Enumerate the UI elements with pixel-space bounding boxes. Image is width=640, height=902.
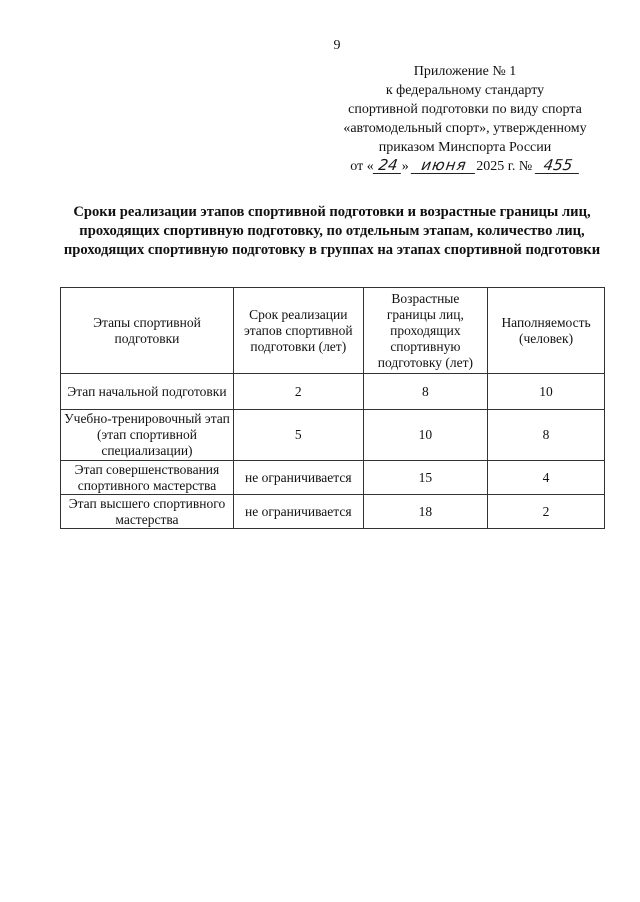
date-prefix: от « xyxy=(350,159,374,174)
age-cell: 10 xyxy=(363,410,487,461)
order-date-line xyxy=(330,157,600,176)
duration-cell: 2 xyxy=(233,374,363,410)
date-quote-close: » xyxy=(401,159,409,174)
header-stages: Этапы спортивной подготовки xyxy=(61,288,234,374)
table-row xyxy=(61,461,605,495)
stage-name-cell: Этап высшего спортивного мастерства xyxy=(61,495,234,529)
page-number: 9 xyxy=(333,38,341,53)
appendix-block xyxy=(330,62,600,176)
table-row xyxy=(61,495,605,529)
stage-name-cell: Этап совершенствования спортивного мастерства xyxy=(61,461,234,495)
appendix-line-5: приказом Минспорта России xyxy=(378,140,552,155)
handwritten-month: июня xyxy=(411,157,477,174)
group-size-cell: 4 xyxy=(488,461,605,495)
age-cell: 8 xyxy=(363,374,487,410)
stage-name-cell: Этап начальной подготовки xyxy=(61,374,234,410)
duration-cell: 5 xyxy=(233,410,363,461)
header-age-limits: Возрастные границы лиц, проходящих спортивную подготовку (лет) xyxy=(363,288,487,374)
group-size-cell: 8 xyxy=(488,410,605,461)
appendix-line-3: спортивной подготовки по виду спорта xyxy=(348,102,582,117)
header-duration: Срок реализации этапов спортивной подготовки (лет) xyxy=(233,288,363,374)
table-row xyxy=(61,410,605,461)
appendix-line-2: к федеральному стандарту xyxy=(385,83,545,98)
appendix-line-4: «автомодельный спорт», утвержденному xyxy=(343,121,587,136)
appendix-line-1: Приложение № 1 xyxy=(413,64,517,79)
header-group-size: Наполняемость (человек) xyxy=(488,288,605,374)
age-cell: 15 xyxy=(363,461,487,495)
duration-cell: не ограничивается xyxy=(233,461,363,495)
date-year: 2025 г. № xyxy=(476,159,533,174)
stages-table xyxy=(60,287,605,529)
handwritten-day: 24 xyxy=(373,157,403,174)
document-title: Сроки реализации этапов спортивной подготовки и возрастные границы лиц, проходящих спортивную подготовку, по отдельным этапам, количество лиц, проходящих спортивную подготовку в группах на этапах спортивной подготовки xyxy=(63,204,601,258)
table-row xyxy=(61,374,605,410)
table-header-row xyxy=(61,288,605,374)
stage-name-cell: Учебно-тренировочный этап (этап спортивной специализации) xyxy=(61,410,234,461)
duration-cell: не ограничивается xyxy=(233,495,363,529)
group-size-cell: 2 xyxy=(488,495,605,529)
group-size-cell: 10 xyxy=(488,374,605,410)
age-cell: 18 xyxy=(363,495,487,529)
handwritten-order-number: 455 xyxy=(535,157,581,174)
